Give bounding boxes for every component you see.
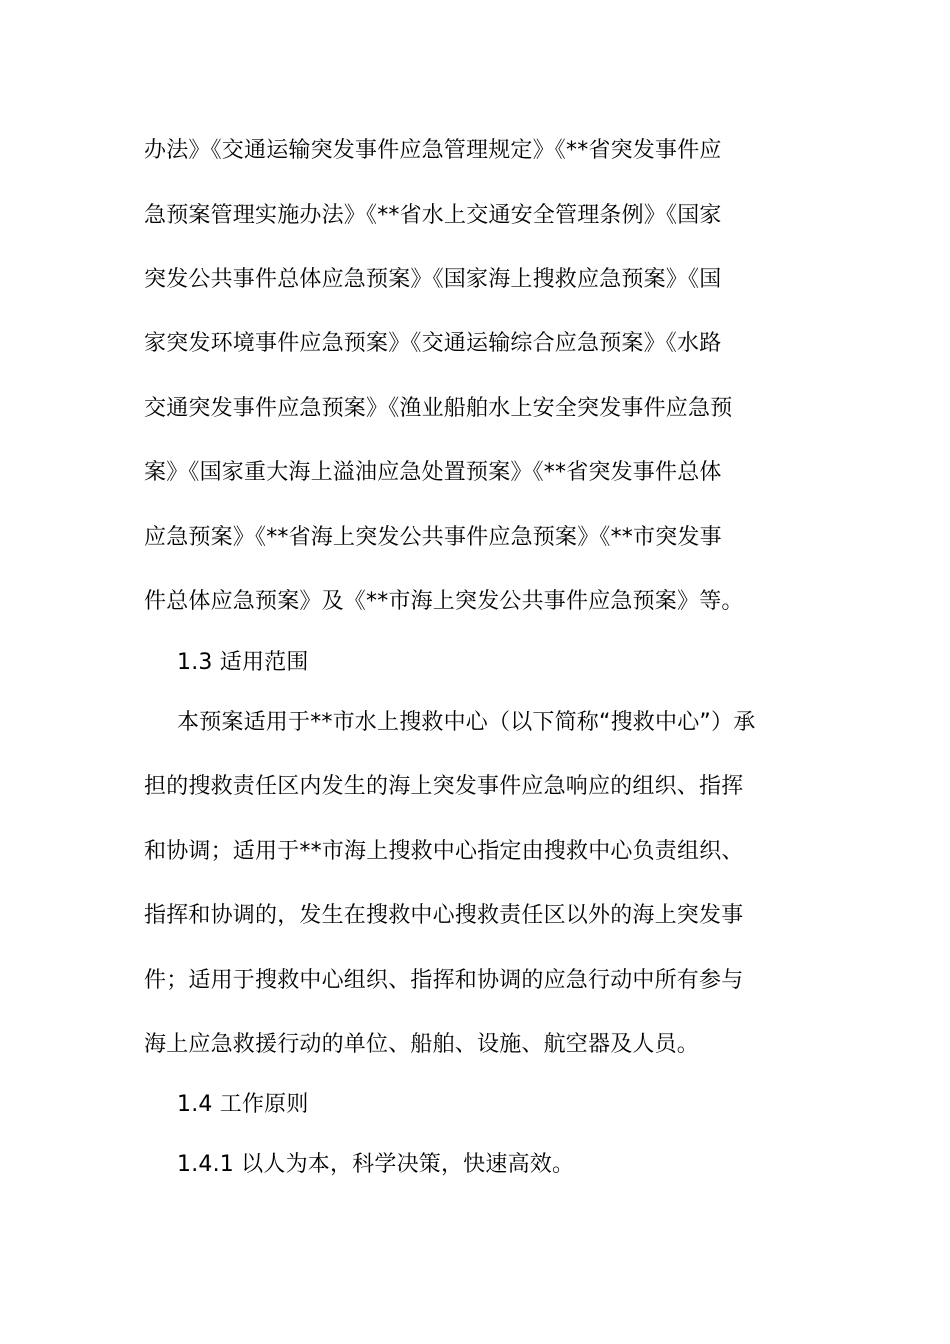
body-text-line: 应急预案》《**省海上突发公共事件应急预案》《**市突发事 — [144, 525, 722, 550]
body-text-line: 和协调；适用于**市海上搜救中心指定由搜救中心负责组织、 — [144, 839, 744, 864]
body-text-line: 案》《国家重大海上溢油应急处置预案》《**省突发事件总体 — [144, 460, 722, 485]
body-text-line: 件总体应急预案》及《**市海上突发公共事件应急预案》等。 — [144, 589, 744, 614]
section-heading: 1.4 工作原则 — [177, 1092, 309, 1117]
body-text-line: 交通突发事件应急预案》《渔业船舶水上安全突发事件应急预 — [144, 396, 733, 421]
body-text-line: 突发公共事件总体应急预案》《国家海上搜救应急预案》《国 — [144, 267, 722, 292]
subsection-heading: 1.4.1 以人为本，科学决策，快速高效。 — [177, 1152, 575, 1177]
body-text-line: 本预案适用于**市水上搜救中心（以下简称“搜救中心”）承 — [177, 710, 756, 735]
body-text-line: 办法》《交通运输突发事件应急管理规定》《**省突发事件应 — [144, 138, 722, 163]
body-text-line: 指挥和协调的，发生在搜救中心搜救责任区以外的海上突发事 — [144, 903, 744, 928]
body-text-line: 件；适用于搜救中心组织、指挥和协调的应急行动中所有参与 — [144, 968, 744, 993]
body-text-line: 担的搜救责任区内发生的海上突发事件应急响应的组织、指挥 — [144, 774, 744, 799]
body-text-line: 家突发环境事件应急预案》《交通运输综合应急预案》《水路 — [144, 331, 722, 356]
body-text-line: 急预案管理实施办法》《**省水上交通安全管理条例》《国家 — [144, 203, 722, 228]
section-heading: 1.3 适用范围 — [177, 650, 309, 675]
body-text-line: 海上应急救援行动的单位、船舶、设施、航空器及人员。 — [144, 1032, 700, 1057]
